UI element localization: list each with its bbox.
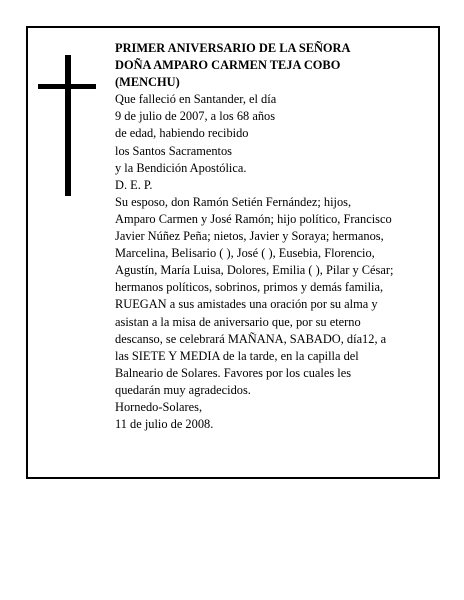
body-line: Balneario de Solares. Favores por los cuales les [115, 365, 352, 380]
body-line: 9 de julio de 2007, a los 68 años [115, 109, 276, 124]
body-line: RUEGAN a sus amistades una oración por su alma y [115, 297, 378, 312]
body-line: Marcelina, Belisario ( ), José ( ), Eusebia, Florencio, [115, 246, 375, 261]
body-line: D. E. P. [115, 177, 153, 192]
obituary-text [115, 40, 425, 433]
cross-icon-crossbar [38, 84, 96, 89]
cross-icon [65, 55, 71, 196]
body-line: de edad, habiendo recibido [115, 126, 249, 141]
heading-line: (MENCHU) [115, 75, 180, 90]
body-line: quedarán muy agradecidos. [115, 382, 251, 397]
body-line: Que falleció en Santander, el día [115, 92, 277, 107]
heading-line: DOÑA AMPARO CARMEN TEJA COBO [115, 58, 341, 73]
body-line: descanso, se celebrará MAÑANA, SABADO, día12, a [115, 331, 387, 346]
body-line: Su esposo, don Ramón Setién Fernández; hijos, [115, 194, 352, 209]
body-line: y la Bendición Apostólica. [115, 160, 247, 175]
body-line: Amparo Carmen y José Ramón; hijo político, Francisco [115, 211, 392, 226]
body-line: las SIETE Y MEDIA de la tarde, en la capilla del [115, 348, 359, 363]
body-line: hermanos políticos, sobrinos, primos y demás familia, [115, 280, 384, 295]
body-line: Agustín, María Luisa, Dolores, Emilia ( ), Pilar y César; [115, 263, 394, 278]
heading-line: PRIMER ANIVERSARIO DE LA SEÑORA [115, 41, 351, 55]
body-line: Javier Núñez Peña; nietos, Javier y Soraya; hermanos, [115, 229, 384, 244]
body-line: 11 de julio de 2008. [115, 417, 214, 432]
body-line: los Santos Sacramentos [115, 143, 233, 158]
body-line: asistan a la misa de aniversario que, por su eterno [115, 314, 361, 329]
body-line: Hornedo-Solares, [115, 399, 203, 414]
